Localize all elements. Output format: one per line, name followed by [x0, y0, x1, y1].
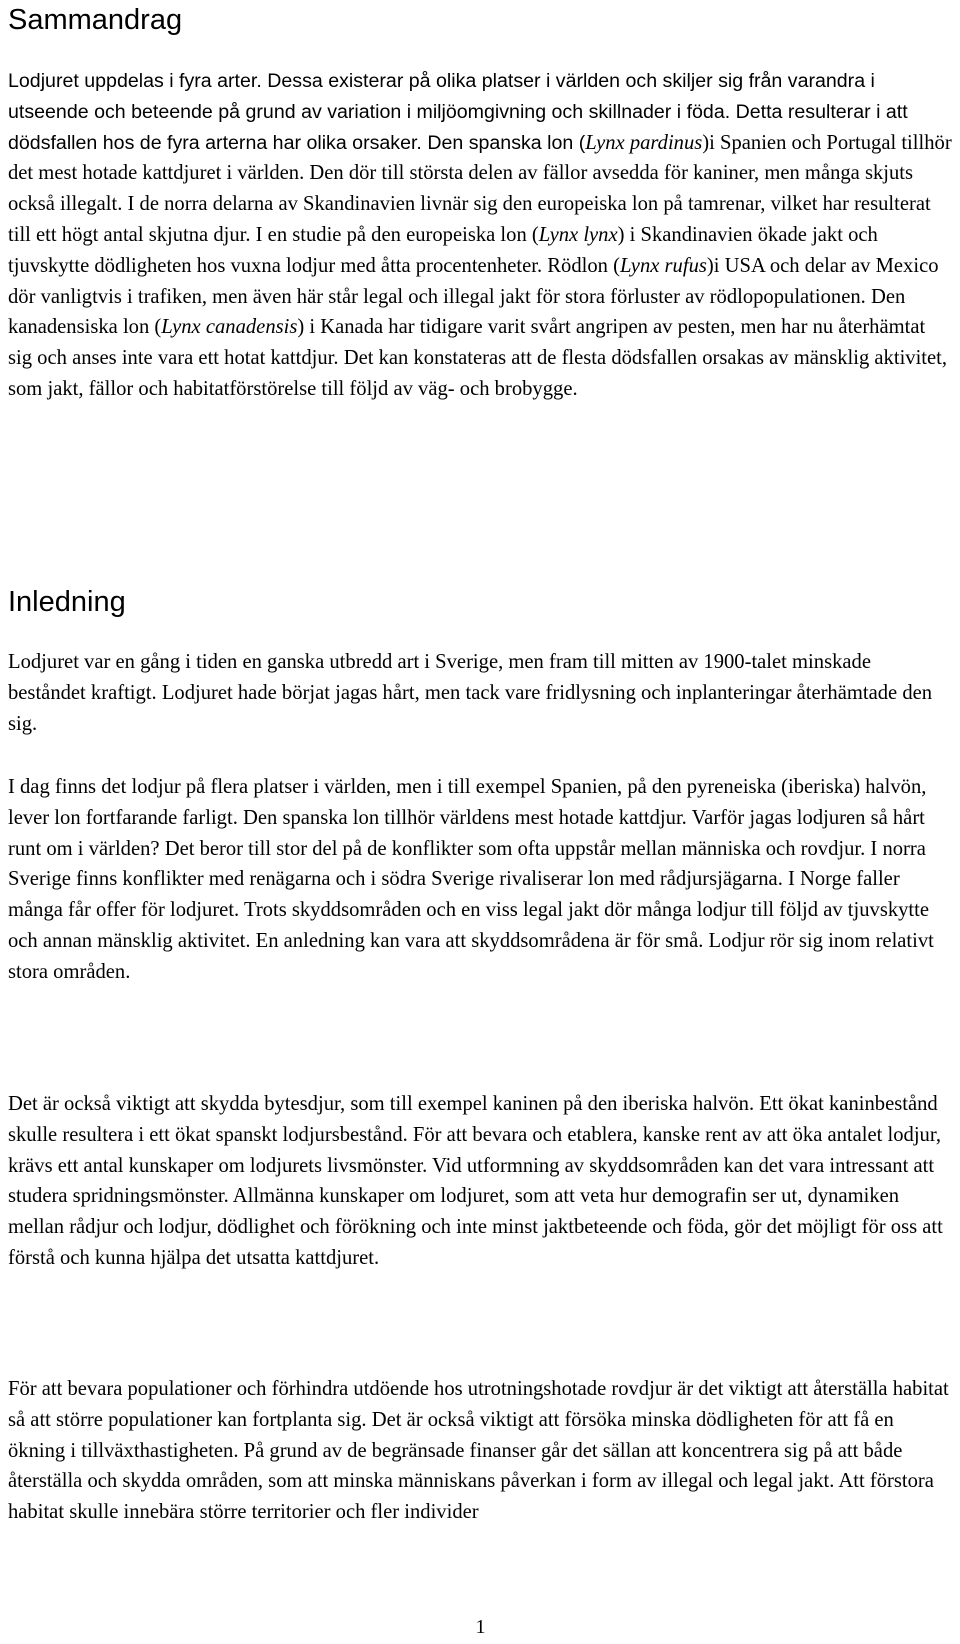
introduction-paragraph-4: För att bevara populationer och förhindra utdöende hos utrotningshotade rovdjur är det viktigt att återställa habitat så att större populationer kan fortplanta sig. Det är också viktigt att försöka minska dödligheten för att få en ökning i tillväxthastigheten. På grund av de begränsade finanser går det sällan att koncentrera sig på att både återställa och skydda områden, som att minska människans påverkan i form av illegal och legal jakt. Att förstora habitat skulle innebära större territorier och fler individer	[8, 1378, 949, 1524]
page-number: 1	[475, 1616, 486, 1638]
introduction-heading: Inledning	[8, 586, 126, 618]
summary-sentence-3: I de norra delarna av Skandinavien livnär sig den europeiska lon på tamrenar, vilket har resulterat till ett högt antal skjutna djur. I en studie på den europeiska lon (	[8, 193, 931, 246]
introduction-paragraph-1: Lodjuret var en gång i tiden en ganska utbredd art i Sverige, men fram till mitten av 1900-talet minskade beståndet kraftigt. Lodjuret hade börjat jagas hårt, men tack vare fridlysning och inplanteringar återhämtade den sig.	[8, 651, 933, 735]
introduction-paragraph-3: Det är också viktigt att skydda bytesdjur, som till exempel kaninen på den iberiska halvön. Ett ökat kaninbestånd skulle resultera i ett ökat spanskt lodjursbestånd. För att bevara och etablera, kanske rent av att öka antalet lodjur, krävs ett antal kunskaper om lodjurets livsmönster. Vid utformning av skyddsområden kan det vara intressant att studera spridningsmönster. Allmänna kunskaper om lodjuret, som att veta hur demografin ser ut, dynamiken mellan rådjur och lodjur, dödlighet och förökning och inte minst jaktbeteende och föda, gör det möjligt för oss att förstå och kunna hjälpa det utsatta kattdjuret.	[8, 1093, 943, 1269]
summary-sentence-5: )i USA och delar av Mexico dör vanligtvis i trafiken, men även här står legal och illegal jakt för stora förluster av rödlopopulationen. Den kanadensiska lon (	[8, 254, 939, 339]
species-name-canadensis: Lynx canadensis	[161, 316, 298, 339]
summary-sentence-4: ) i Skandinavien ökade jakt och tjuvskytte dödligheten hos vuxna lodjur med åtta procentenheter. Rödlon (	[8, 223, 878, 277]
summary-sentence-2: )i Spanien och Portugal tillhör det mest hotade kattdjuret i världen. Den dör till största delen av fällor avsedda för kaniner, men många skjuts också illegalt.	[8, 131, 952, 216]
species-name-pardinus: Lynx pardinus	[585, 131, 703, 154]
summary-paragraph	[8, 66, 953, 405]
summary-sentence-6: ) i Kanada har tidigare varit svårt angripen av pesten, men har nu återhämtat sig och anses inte vara ett hotat kattdjur. Det kan konstateras att de flesta dödsfallen orsakas av mänsklig aktivitet, som jakt, fällor och habitatförstörelse till följd av väg- och brobygge.	[8, 316, 948, 400]
species-name-rufus: Lynx rufus	[619, 254, 707, 277]
summary-sentence-1: Lodjuret uppdelas i fyra arter. Dessa existerar på olika platser i världen och skiljer sig från varandra i utseende och beteende på grund av variation i miljöomgivning och skillnader i föda. Detta resulterar i att dödsfallen hos de fyra arterna har olika orsaker. Den spanska lon (	[8, 70, 908, 154]
summary-heading: Sammandrag	[8, 4, 183, 36]
species-name-lynx: Lynx lynx	[538, 223, 618, 246]
introduction-paragraph-2: I dag finns det lodjur på flera platser i världen, men i till exempel Spanien, på den pyreneiska (iberiska) halvön, lever lon fortfarande farligt. Den spanska lon tillhör världens mest hotade kattdjur. Varför jagas lodjuren så hårt runt om i världen? Det beror till stor del på de konflikter som ofta uppstår mellan människa och rovdjur. I norra Sverige finns konflikter med renägarna och i södra Sverige rivaliserar lon med rådjursjägarna. I Norge faller många får offer för lodjuret. Trots skyddsområden och en viss legal jakt dör många lodjur till följd av tjuvskytte och annan mänsklig aktivitet. En anledning kan vara att skyddsområdena är för små. Lodjur rör sig inom relativt stora områden.	[8, 776, 934, 983]
